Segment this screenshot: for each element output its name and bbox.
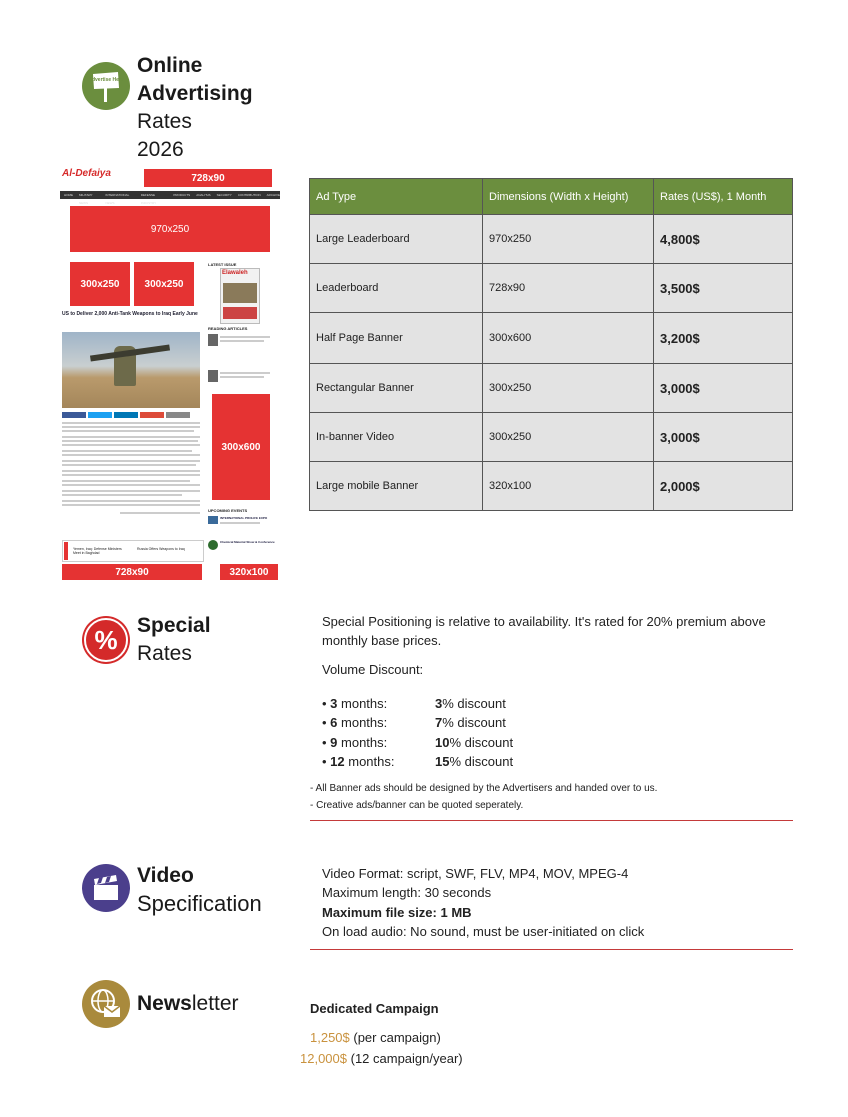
mock-headline: US to Deliver 2,000 Anti-Tank Weapons to Iraq Early June (62, 311, 198, 317)
article-photo (62, 332, 200, 408)
signpost-icon (88, 68, 124, 104)
dims-cell: 300x250 (483, 364, 654, 413)
ad-type-cell: Leaderboard (310, 264, 483, 313)
dedicated-campaign-label: Dedicated Campaign (310, 1001, 439, 1016)
list-item: • 3 months: (322, 696, 388, 711)
nav-bar: HOME MILITARY NEWS INTERNATIONAL NEWS DEFENSE INDUSTRY PRODUCTS ANALYSIS SECURITY CONTRIBUTION ARCHIVE (60, 191, 280, 199)
percent-icon: % (82, 616, 130, 664)
event-2: Chemical Material Show & Conference (220, 540, 275, 544)
special-rates-title: Special Rates (137, 614, 211, 665)
video-format: Video Format: script, SWF, FLV, MP4, MOV, MPEG-4 (322, 866, 629, 881)
list-item: 7% discount (435, 715, 506, 730)
site-name: Al-Defaiya (62, 168, 111, 179)
list-item: 15% discount (435, 754, 514, 769)
header-ad-type: Ad Type (310, 179, 483, 215)
newsletter-globe-icon (82, 980, 130, 1028)
ad-type-cell: Half Page Banner (310, 313, 483, 364)
bottom-banner-320: 320x100 (220, 564, 278, 580)
rate-cell: 3,000$ (654, 364, 793, 413)
website-mockup (60, 168, 280, 580)
svg-text:Advertise Here: Advertise Here (88, 77, 124, 83)
video-file-size: Maximum file size: 1 MB (322, 905, 472, 920)
ad-type-cell: Large Leaderboard (310, 215, 483, 264)
half-page-mock: 300x600 (212, 394, 270, 500)
volume-discount-label: Volume Discount: (322, 662, 424, 677)
list-item: • 12 months: (322, 754, 395, 769)
box-300x250-1: 300x250 (70, 262, 130, 306)
campaign-price-1: 1,250$ (per campaign) (310, 1030, 441, 1045)
ad-type-cell: Rectangular Banner (310, 364, 483, 413)
note-creative: - Creative ads/banner can be quoted seperately. (310, 800, 524, 811)
table-row (310, 413, 793, 462)
box-300x250-2: 300x250 (134, 262, 194, 306)
rate-cell: 4,800$ (654, 215, 793, 264)
rate-cell: 2,000$ (654, 462, 793, 511)
list-item: 10% discount (435, 735, 514, 750)
video-audio: On load audio: No sound, must be user-initiated on click (322, 924, 645, 939)
reading-articles-label: READING ARTICLES (208, 326, 248, 331)
page-title: Online Advertising Rates 2026 (137, 54, 253, 161)
dims-cell: 728x90 (483, 264, 654, 313)
latest-issue-label: LATEST ISSUE (208, 262, 237, 267)
top-banner: 728x90 (144, 169, 272, 187)
header-rates: Rates (US$), 1 Month (654, 179, 793, 215)
ad-type-cell: Large mobile Banner (310, 462, 483, 511)
list-item: 3% discount (435, 696, 506, 711)
note-design: - All Banner ads should be designed by the Advertisers and handed over to us. (310, 783, 658, 794)
list-item: • 9 months: (322, 735, 388, 750)
table-header-row (310, 179, 793, 215)
divider (310, 949, 793, 950)
rate-cell: 3,500$ (654, 264, 793, 313)
table-row (310, 462, 793, 511)
video-length: Maximum length: 30 seconds (322, 885, 492, 900)
table-row (310, 264, 793, 313)
leaderboard-mock: 970x250 (70, 206, 270, 252)
header-dimensions: Dimensions (Width x Height) (483, 179, 654, 215)
list-item: • 6 months: (322, 715, 388, 730)
dims-cell: 320x100 (483, 462, 654, 511)
rate-cell: 3,000$ (654, 413, 793, 462)
event-1: INTERNATIONAL PROLIFE EXPO (220, 516, 268, 520)
footer-stories: Yemen, Iraq: Defense Ministers Meet in Baghdad Russia Offers Weapons to Iraq (62, 540, 204, 562)
clapperboard-icon (82, 864, 130, 912)
advertise-here-logo (82, 62, 130, 110)
upcoming-events-label: UPCOMING EVENTS (208, 508, 248, 513)
table-row (310, 313, 793, 364)
magazine-cover: Elawaleh (220, 268, 260, 324)
rates-table (309, 178, 793, 511)
special-positioning-text: Special Positioning is relative to availability. It's rated for 20% premium above monthly base prices. (322, 614, 766, 648)
bottom-banner-728: 728x90 (62, 564, 202, 580)
divider (310, 820, 793, 821)
campaign-price-2: 12,000$ (12 campaign/year) (300, 1051, 463, 1066)
newsletter-title: Newsletter (137, 992, 239, 1015)
table-row (310, 215, 793, 264)
dims-cell: 300x600 (483, 313, 654, 364)
dims-cell: 970x250 (483, 215, 654, 264)
rate-cell: 3,200$ (654, 313, 793, 364)
ad-type-cell: In-banner Video (310, 413, 483, 462)
video-spec-title: Video Specification (137, 864, 262, 916)
dims-cell: 300x250 (483, 413, 654, 462)
table-row (310, 364, 793, 413)
